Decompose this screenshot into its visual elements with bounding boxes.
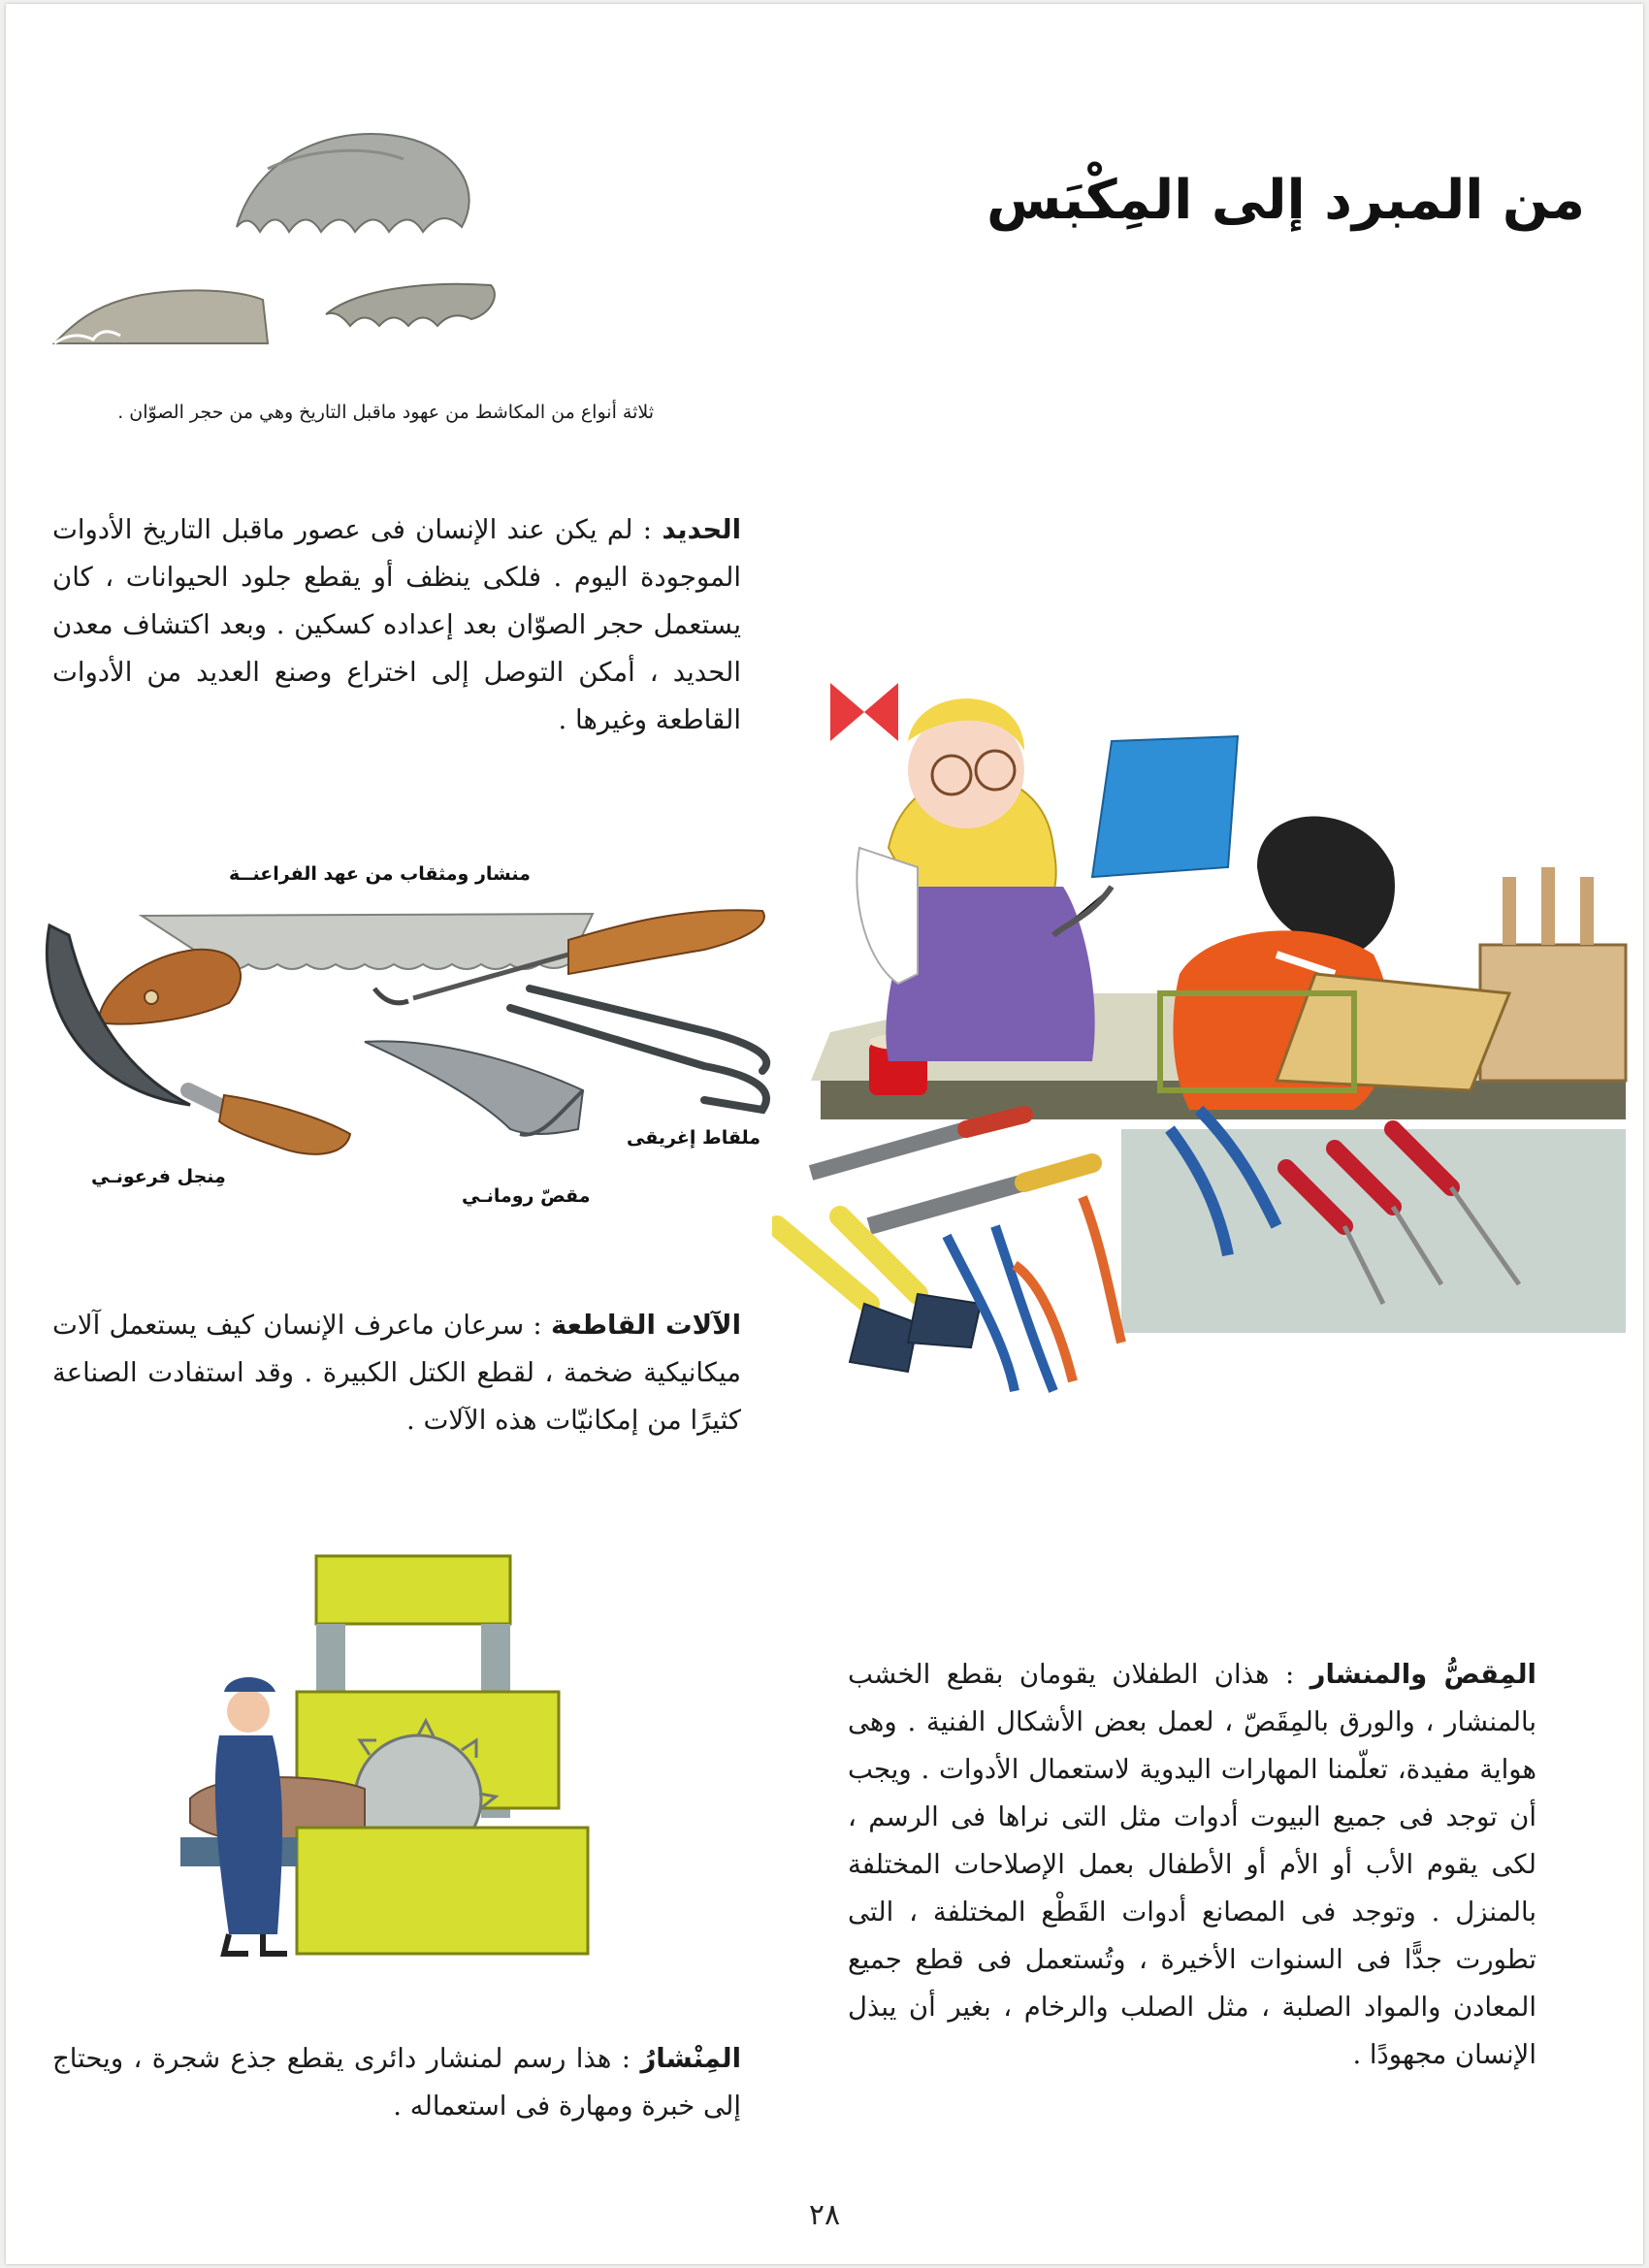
book-page	[6, 4, 1643, 2264]
scissors-saw-body: : هذان الطفلان يقومان بقطع الخشب بالمنشار ، والورق بالمِقَصّ ، لعمل بعض الأشكال الفنية . وهى هواية مفيدة، تعلّمنا المهارات اليدوية لاستعمال الأدوات . ويجب أن توجد فى جميع البيوت أدوات مثل التى نراها فى الرسم ، لكى يقوم الأب أو الأم أو الأطفال بعمل الإصلاحات المختلفة بالمنزل . وتوجد فى المصانع أدوات القَطْع المختلفة ، التى تطورت جدًّا فى السنوات الأخيرة ، وتُستعمل فى قطع جميع المعادن والمواد الصلبة ، مثل الصلب والرخام ، بغير أن يبذل الإنسان مجهودًا .	[848, 1659, 1536, 2070]
page-number: ٢٨	[808, 2198, 841, 2232]
iron-body: : لم يكن عند الإنسان فى عصور ماقبل التاريخ الأدوات الموجودة اليوم . فلكى ينظف أو يقطع جلود الحيوانات ، كان يستعمل حجر الصوّان بعد إعداده كسكين . وبعد اكتشاف معدن الحديد ، أمكن التوصل إلى اختراع وصنع العديد من الأدوات القاطعة وغيرها .	[52, 514, 741, 735]
circular-saw-heading: المِنْشارُ	[640, 2043, 741, 2074]
scissors-saw-heading: المِقصُّ والمنشار	[1310, 1659, 1536, 1690]
children-workshop-illustration	[772, 625, 1635, 1478]
tongs-caption: ملقاط إغريقى	[627, 1127, 761, 1149]
circular-saw-paragraph	[52, 2035, 741, 2130]
scissors-saw-paragraph	[848, 1651, 1536, 2079]
saw-drill-caption: منشار ومثقاب من عهد الفراعنــة	[229, 863, 531, 885]
page-title: من المبرد إلى المِكْبَس	[986, 169, 1585, 232]
flint-scrapers-caption: ثلاثة أنواع من المكاشط من عهود ماقبل التاريخ وهي من حجر الصوّان .	[117, 402, 654, 423]
circular-saw-body: : هذا رسم لمنشار دائرى يقطع جذع شجرة ، ويحتاج إلى خبرة ومهارة فى استعماله .	[52, 2043, 741, 2122]
cutting-machines-body: : سرعان ماعرف الإنسان كيف يستعمل آلات ميكانيكية ضخمة ، لقطع الكتل الكبيرة . وقد استفادت الصناعة كثيرًا من إمكانيّات هذه الآلات .	[52, 1310, 741, 1436]
cutting-machines-heading: الآلات القاطعة	[550, 1310, 741, 1341]
iron-heading: الحديد	[662, 514, 741, 545]
circular-saw-machine-illustration	[171, 1546, 598, 1963]
iron-paragraph	[52, 506, 741, 744]
scissors-caption: مقصّ رومانـي	[462, 1185, 591, 1207]
sickle-caption: مِنجل فرعونـي	[91, 1166, 226, 1187]
cutting-machines-paragraph	[52, 1302, 741, 1444]
flint-scrapers-illustration	[35, 111, 510, 363]
